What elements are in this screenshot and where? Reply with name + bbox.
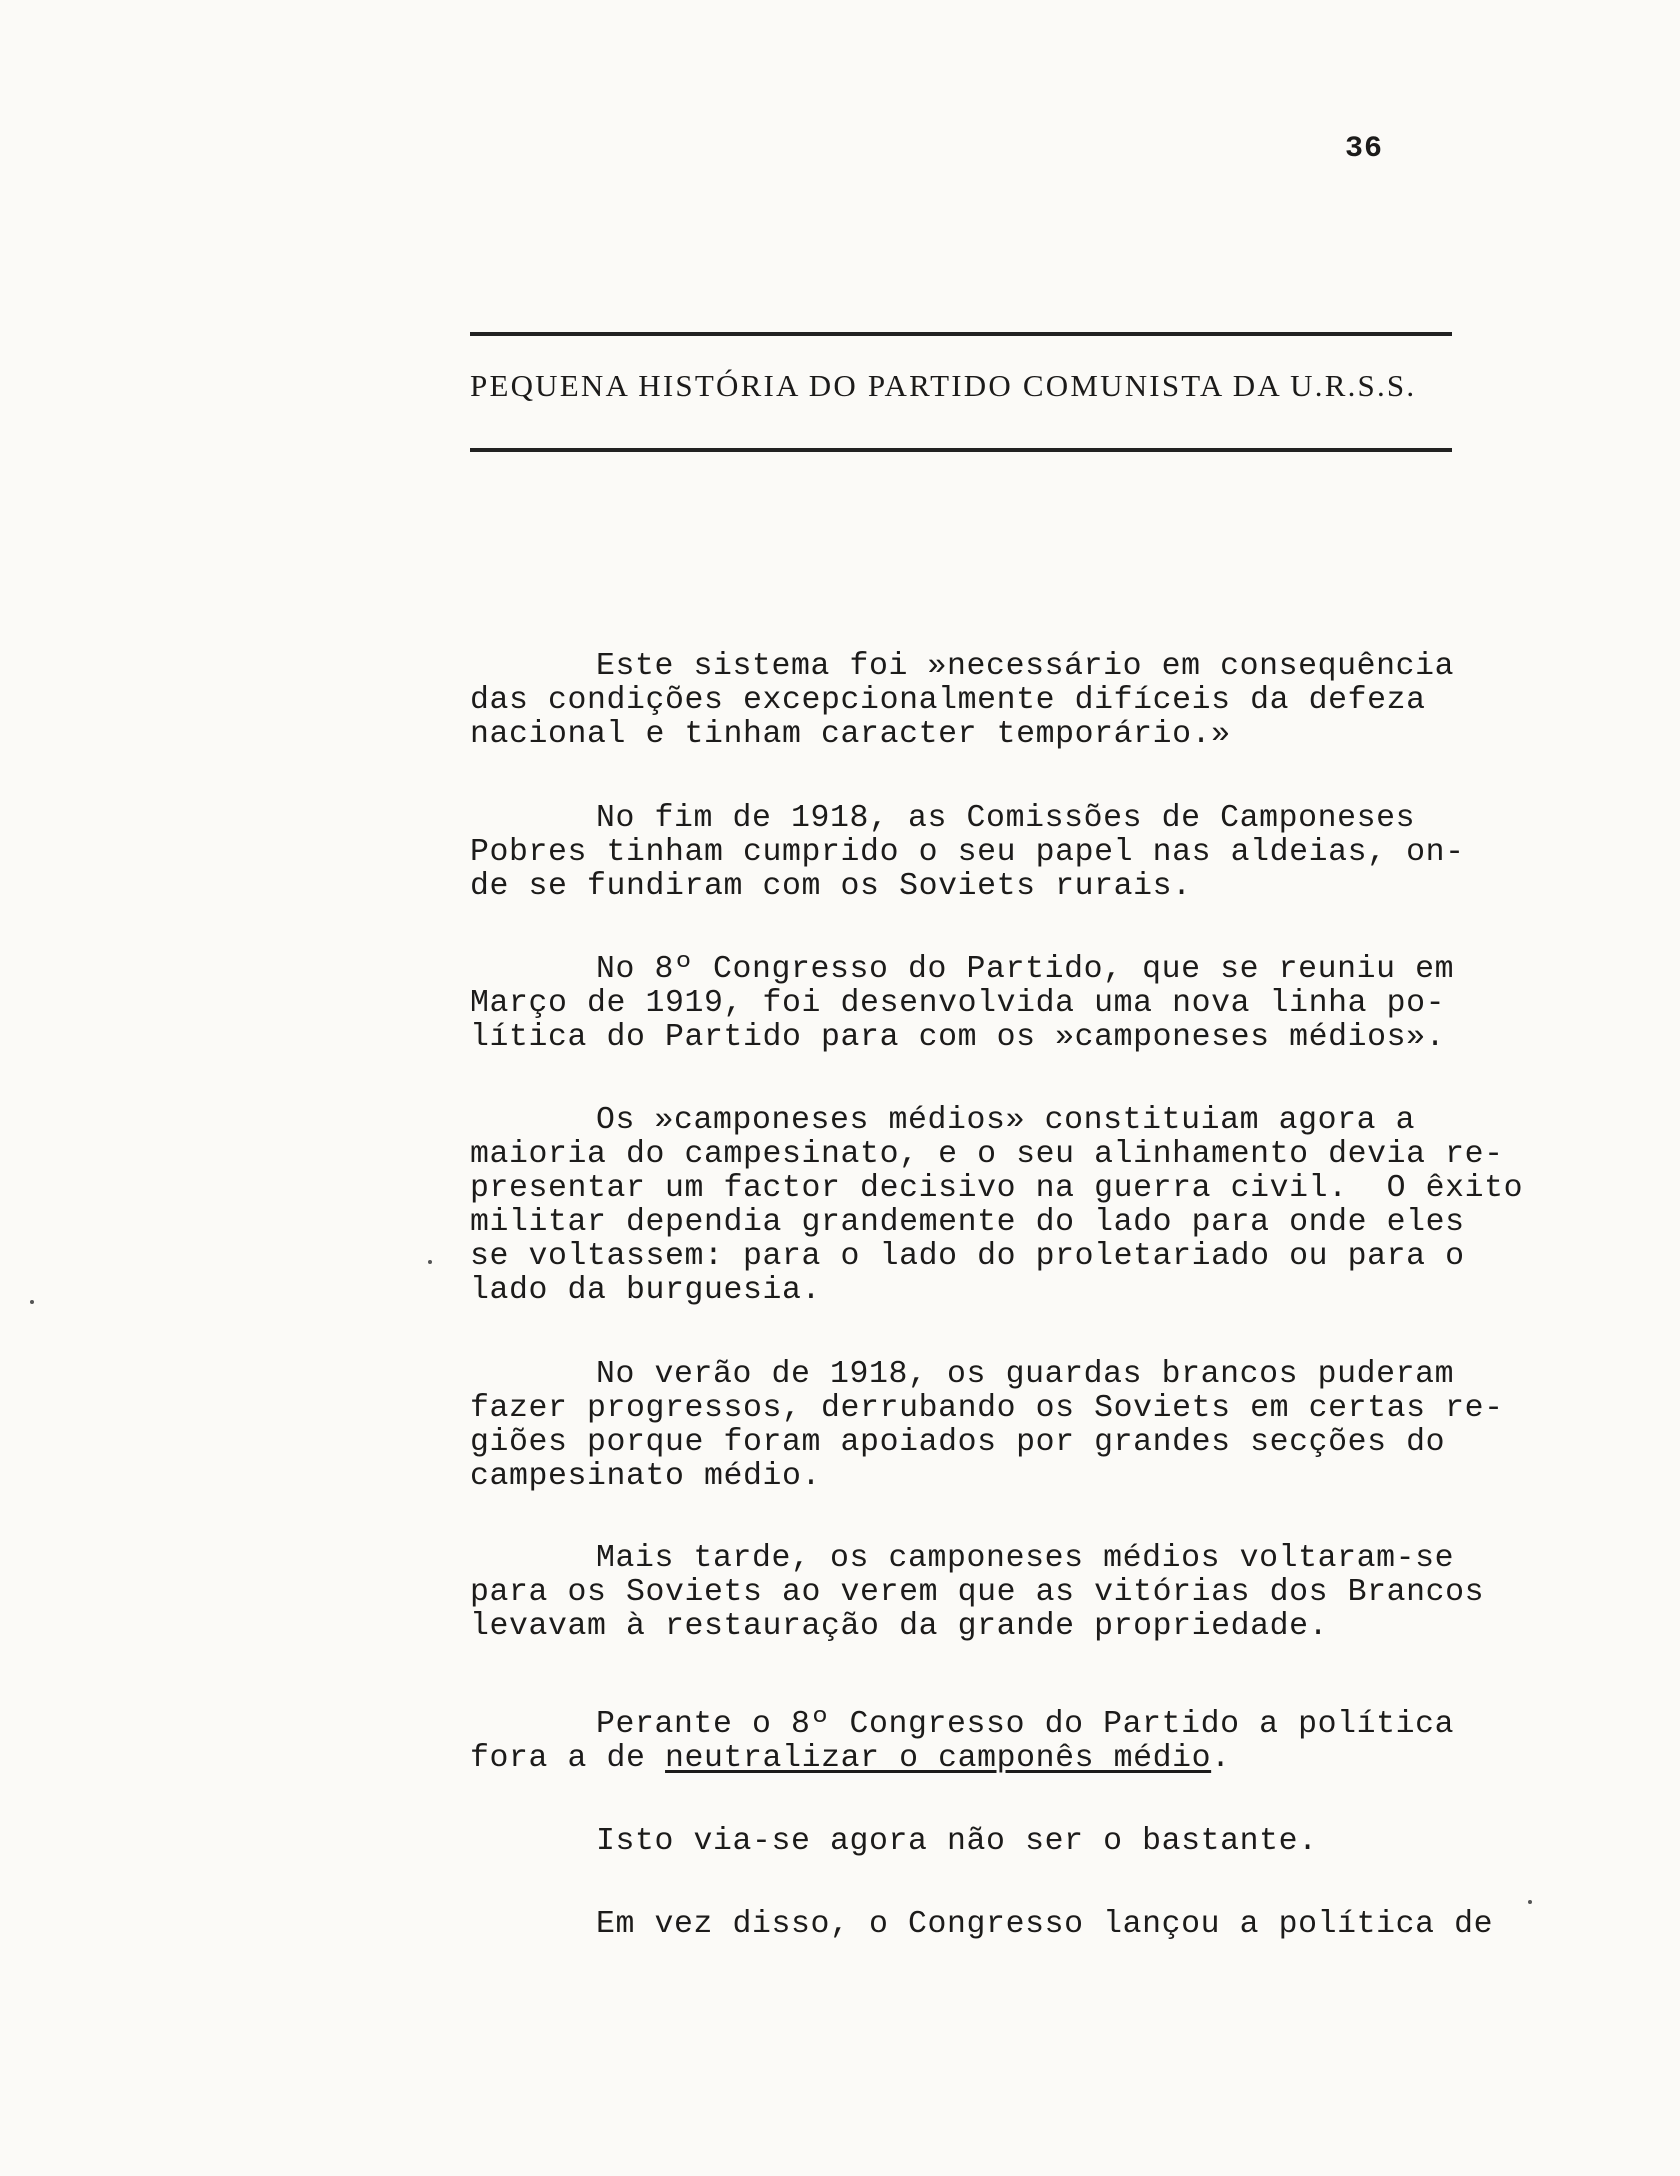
paragraph-line: campesinato médio. (470, 1459, 822, 1494)
paragraph-line: das condições excepcionalmente difíceis da defeza (470, 683, 1426, 718)
header-rule-top (470, 332, 1452, 336)
paragraph-line: lítica do Partido para com os »camponeses médios». (470, 1020, 1446, 1055)
paragraph-8 (470, 1825, 1570, 1859)
page-number: 36 (1345, 132, 1384, 166)
scan-speck (1528, 1900, 1532, 1904)
paragraph-line: levavam à restauração da grande propriedade. (470, 1609, 1329, 1644)
paragraph-line: Os »camponeses médios» constituiam agora a (596, 1103, 1416, 1138)
paragraph-line: Mais tarde, os camponeses médios voltaram-se (596, 1541, 1455, 1576)
paragraph-line: para os Soviets ao verem que as vitórias dos Brancos (470, 1575, 1485, 1610)
paragraph-line: presentar um factor decisivo na guerra civil. O êxito (470, 1171, 1524, 1206)
paragraph-line: militar dependia grandemente do lado para onde eles (470, 1205, 1465, 1240)
paragraph-9 (470, 1908, 1570, 1942)
paragraph-line: Este sistema foi »necessário em consequência (596, 649, 1455, 684)
paragraph-6 (470, 1542, 1570, 1644)
paragraph-line: fazer progressos, derrubando os Soviets em certas re- (470, 1391, 1504, 1426)
paragraph-line: No verão de 1918, os guardas brancos puderam (596, 1357, 1455, 1392)
header-title: PEQUENA HISTÓRIA DO PARTIDO COMUNISTA DA U.R.S.S. (470, 368, 1417, 403)
paragraph-7 (470, 1708, 1570, 1776)
paragraph-line: Perante o 8º Congresso do Partido a política (596, 1707, 1455, 1742)
paragraph-line: Março de 1919, foi desenvolvida uma nova linha po- (470, 986, 1446, 1021)
header-rule-bottom (470, 448, 1452, 452)
paragraph-line: No 8º Congresso do Partido, que se reuniu em (596, 952, 1455, 987)
paragraph-4 (470, 1104, 1570, 1308)
paragraph-text: . (1211, 1741, 1231, 1776)
paragraph-3 (470, 953, 1570, 1055)
paragraph-line: nacional e tinham caracter temporário.» (470, 717, 1231, 752)
paragraph-line: lado da burguesia. (470, 1273, 822, 1308)
paragraph-text: fora a de (470, 1741, 646, 1776)
underlined-phrase: neutralizar o camponês médio (665, 1741, 1212, 1776)
paragraph-line: Isto via-se agora não ser o bastante. (596, 1824, 1318, 1859)
paragraph-1 (470, 650, 1570, 752)
paragraph-line: se voltassem: para o lado do proletariado ou para o (470, 1239, 1465, 1274)
scan-speck (428, 1260, 432, 1264)
paragraph-2 (470, 802, 1570, 904)
paragraph-line: No fim de 1918, as Comissões de Camponeses (596, 801, 1416, 836)
paragraph-line: Em vez disso, o Congresso lançou a política de (596, 1907, 1494, 1942)
scan-speck (30, 1300, 34, 1304)
paragraph-line: Pobres tinham cumprido o seu papel nas aldeias, on- (470, 835, 1465, 870)
paragraph-5 (470, 1358, 1570, 1494)
paragraph-line: maioria do campesinato, e o seu alinhamento devia re- (470, 1137, 1504, 1172)
paragraph-line (470, 1742, 1570, 1776)
paragraph-line: de se fundiram com os Soviets rurais. (470, 869, 1192, 904)
paragraph-line: giões porque foram apoiados por grandes secções do (470, 1425, 1446, 1460)
